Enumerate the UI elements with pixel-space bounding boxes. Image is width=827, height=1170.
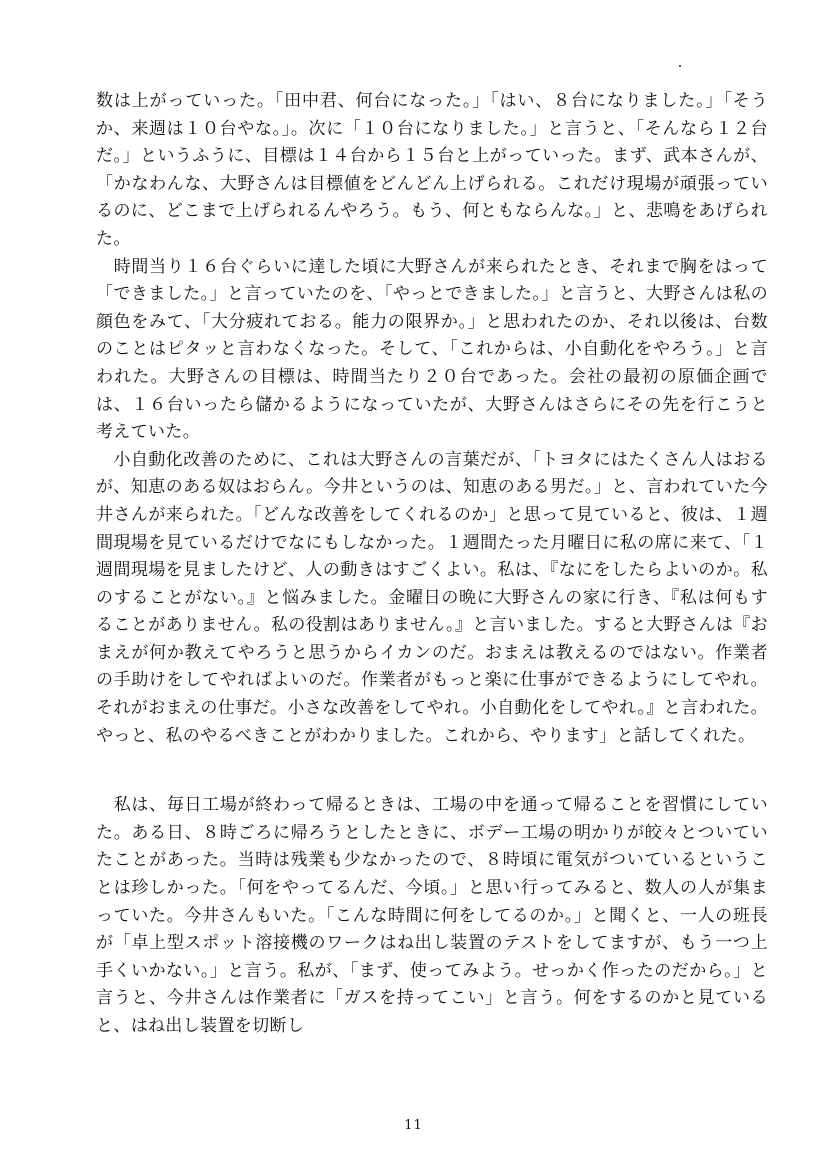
scan-speck bbox=[679, 65, 681, 67]
paragraph-1: 数は上がっていった。「田中君、何台になった。」「はい、８台になりました。」「そうか、来週は１０台やな。」。次に「１０台になりました。」と言うと、「そんなら１２台だ。」というふうに、目標は１４台から１５台と上がっていった。まず、武本さんが、「かなわんな、大野さんは目標値をどんどん上げられる。これだけ現場が頑張っているのに、どこまで上げられるんやろう。もう、何ともならんな。」と、悲鳴をあげられた。 bbox=[96, 91, 768, 249]
paragraph-gap bbox=[96, 750, 768, 792]
paragraph-2: 時間当り１６台ぐらいに達した頃に大野さんが来られたとき、それまで胸をはって「できました。」と言っていたのを、「やっとできました。」と言うと、大野さんは私の顔色をみて、「大分疲れておる。能力の限界か。」と思われたのか、それ以後は、台数のことはピタッと言わなくなった。そして、「これからは、小自動化をやろう。」と言われた。大野さんの目標は、時間当たり２０台であった。会社の最初の原価企画では、１６台いったら儲かるようになっていたが、大野さんはさらにその先を行こうと考えていた。 bbox=[96, 256, 768, 443]
page-number: 11 bbox=[404, 1118, 423, 1133]
paragraph-3: 小自動化改善のために、これは大野さんの言葉だが、「トヨタにはたくさん人はおるが、知恵のある奴はおらん。今井というのは、知恵のある男だ。」と、言われていた今井さんが来られた。「どんな改善をしてくれるのか」と思って見ていると、彼は、１週間現場を見ているだけでなにもしなかった。１週間たった月曜日に私の席に来て、「１週間現場を見ましたけど、人の動きはすごくよい。私は、『なにをしたらよいのか。私のすることがない。』と悩みました。金曜日の晩に大野さんの家に行き、『私は何もすることがありません。私の役割はありません。』と言いました。すると大野さんは『おまえが何か教えてやろうと思うからイカンのだ。おまえは教えるのではない。作業者の手助けをしてやればよいのだ。作業者がもっと楽に仕事ができるようにしてやれ。それがおまえの仕事だ。小さな改善をしてやれ。小自動化をしてやれ。』と言われた。やっと、私のやるべきことがわかりました。これから、やります」と話してくれた。 bbox=[96, 449, 768, 746]
body-text bbox=[96, 88, 768, 1041]
paragraph-4: 私は、毎日工場が終わって帰るときは、工場の中を通って帰ることを習慣にしていた。ある日、８時ごろに帰ろうとしたときに、ボデー工場の明かりが皎々とついていたことがあった。当時は残業も少なかったので、８時頃に電気がついているということは珍しかった。「何をやってるんだ、今頃。」と思い行ってみると、数人の人が集まっていた。今井さんもいた。「こんな時間に何をしてるのか。」と聞くと、一人の班長が「卓上型スポット溶接機のワークはね出し装置のテストをしてますが、もう一つ上手くいかない。」と言う。私が、「まず、使ってみよう。せっかく作ったのだから。」と言うと、今井さんは作業者に「ガスを持ってこい」と言う。何をするのかと見ていると、はね出し装置を切断し bbox=[96, 795, 768, 1036]
